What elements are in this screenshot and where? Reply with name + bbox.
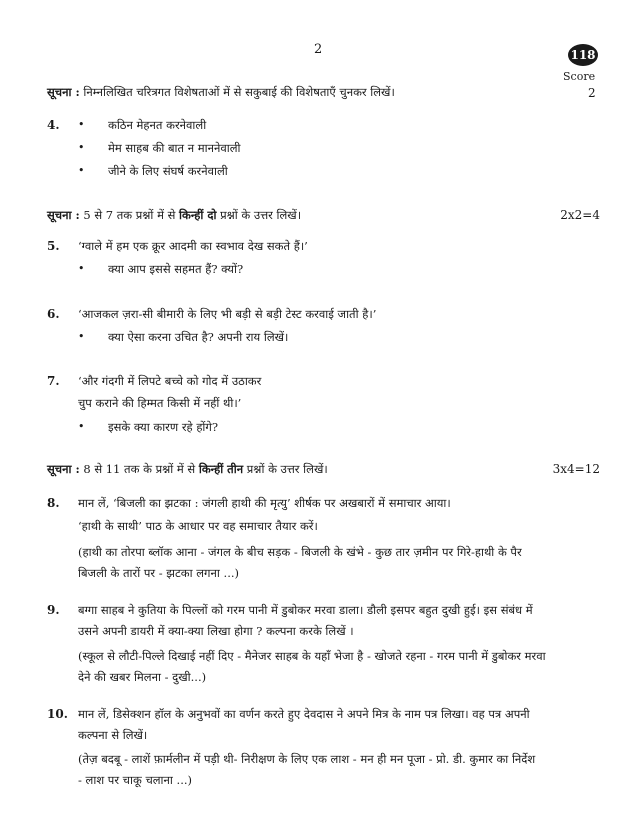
notice-text-post: प्रश्नों के उत्तर लिखें। <box>220 208 302 222</box>
question-number: 4. <box>47 118 60 132</box>
option-text: मेम साहब की बात न माननेवाली <box>108 141 241 155</box>
question-text: चुप कराने की हिम्मत किसी में नहीं थी।’ <box>78 396 242 410</box>
notice-1 <box>47 85 395 100</box>
sub-question: क्या आप इससे सहमत हैं? क्यों? <box>108 262 244 276</box>
question-number: 9. <box>47 603 60 617</box>
hint-text: देने की खबर मिलना - दुखी...) <box>78 670 207 684</box>
score-badge: 118 <box>568 44 598 66</box>
score-value: 2 <box>588 86 596 100</box>
hint-text: (तेज़ बदबू - लाशें फ़ार्मलीन में पड़ी थी- निरीक्षण के लिए एक लाश - मन ही मन पूजा - प्रो. डी. कुमार का निर्देश <box>78 752 536 766</box>
question-number: 6. <box>47 307 60 321</box>
question-text: बग्गा साहब ने कुतिया के पिल्लों को गरम पानी में डुबोकर मरवा डाला। डौली इसपर बहुत दुखी हुई। इस संबंध में <box>78 603 533 617</box>
question-number: 7. <box>47 374 60 388</box>
question-text: ‘हाथी के साथी’ पाठ के आधार पर वह समाचार तैयार करें। <box>78 519 318 533</box>
bullet: • <box>78 141 85 154</box>
sub-question: इसके क्या कारण रहे होंगे? <box>108 420 219 434</box>
bullet: • <box>78 118 85 131</box>
marks-label: 3x4=12 <box>552 462 600 476</box>
question-text: ‘और गंदगी में लिपटे बच्चे को गोद में उठाकर <box>78 374 262 388</box>
option-text: कठिन मेहनत करनेवाली <box>108 118 207 132</box>
bullet: • <box>78 262 85 275</box>
bullet: • <box>78 330 85 343</box>
hint-text: - लाश पर चाकू चलाना ...) <box>78 773 192 787</box>
question-number: 10. <box>47 707 68 721</box>
bullet: • <box>78 420 85 433</box>
question-text: ‘ग्वाले में हम एक क्रूर आदमी का स्वभाव देख सकते हैं।’ <box>78 239 308 253</box>
hint-text: (हाथी का तोरपा ब्लॉक आना - जंगल के बीच सड़क - बिजली के खंभे - कुछ तार ज़मीन पर गिरे-हाथी के पैर <box>78 545 522 559</box>
hint-text: (स्कूल से लौटी-पिल्ले दिखाई नहीं दिए - मैनेजर साहब के यहाँ भेजा है - खोजते रहना - गरम पानी में डुबोकर मरवा <box>78 649 546 663</box>
notice-label: सूचना : <box>47 462 80 476</box>
question-text: ‘आजकल ज़रा-सी बीमारी के लिए भी बड़ी से बड़ी टेस्ट करवाई जाती है।’ <box>78 307 377 321</box>
notice-text-bold: किन्हीं दो <box>179 208 217 222</box>
question-number: 8. <box>47 496 60 510</box>
notice-text-bold: किन्हीं तीन <box>198 462 244 476</box>
notice-label: सूचना : <box>47 208 80 222</box>
bullet: • <box>78 164 85 177</box>
question-text: मान लें, डिसेक्शन हॉल के अनुभवों का वर्णन करते हुए देवदास ने अपने मित्र के नाम पत्र लिखा। वह पत्र अपनी <box>78 707 530 721</box>
notice-text-pre: 8 से 11 तक के प्रश्नों में से <box>83 462 196 476</box>
notice-label: सूचना : <box>47 85 80 99</box>
option-text: जीने के लिए संघर्ष करनेवाली <box>108 164 228 178</box>
page-number: 2 <box>314 42 323 57</box>
marks-label: 2x2=4 <box>560 208 600 222</box>
score-label: Score <box>563 70 596 83</box>
notice-text: निम्नलिखित चरित्रगत विशेषताओं में से सकुबाई की विशेषताएँ चुनकर लिखें। <box>83 85 395 99</box>
hint-text: बिजली के तारों पर - झटका लगना ...) <box>78 566 239 580</box>
notice-text-post: प्रश्नों के उत्तर लिखें। <box>246 462 328 476</box>
sub-question: क्या ऐसा करना उचित है? अपनी राय लिखें। <box>108 330 289 344</box>
notice-3 <box>47 462 328 477</box>
notice-text-pre: 5 से 7 तक प्रश्नों में से <box>83 208 176 222</box>
question-text: कल्पना से लिखें। <box>78 728 148 742</box>
question-text: मान लें, ‘बिजली का झटका : जंगली हाथी की मृत्यु’ शीर्षक पर अखबारों में समाचार आया। <box>78 496 451 510</box>
question-number: 5. <box>47 239 60 253</box>
notice-2 <box>47 208 301 223</box>
question-text: उसने अपनी डायरी में क्या-क्या लिखा होगा ? कल्पना करके लिखें । <box>78 624 354 638</box>
